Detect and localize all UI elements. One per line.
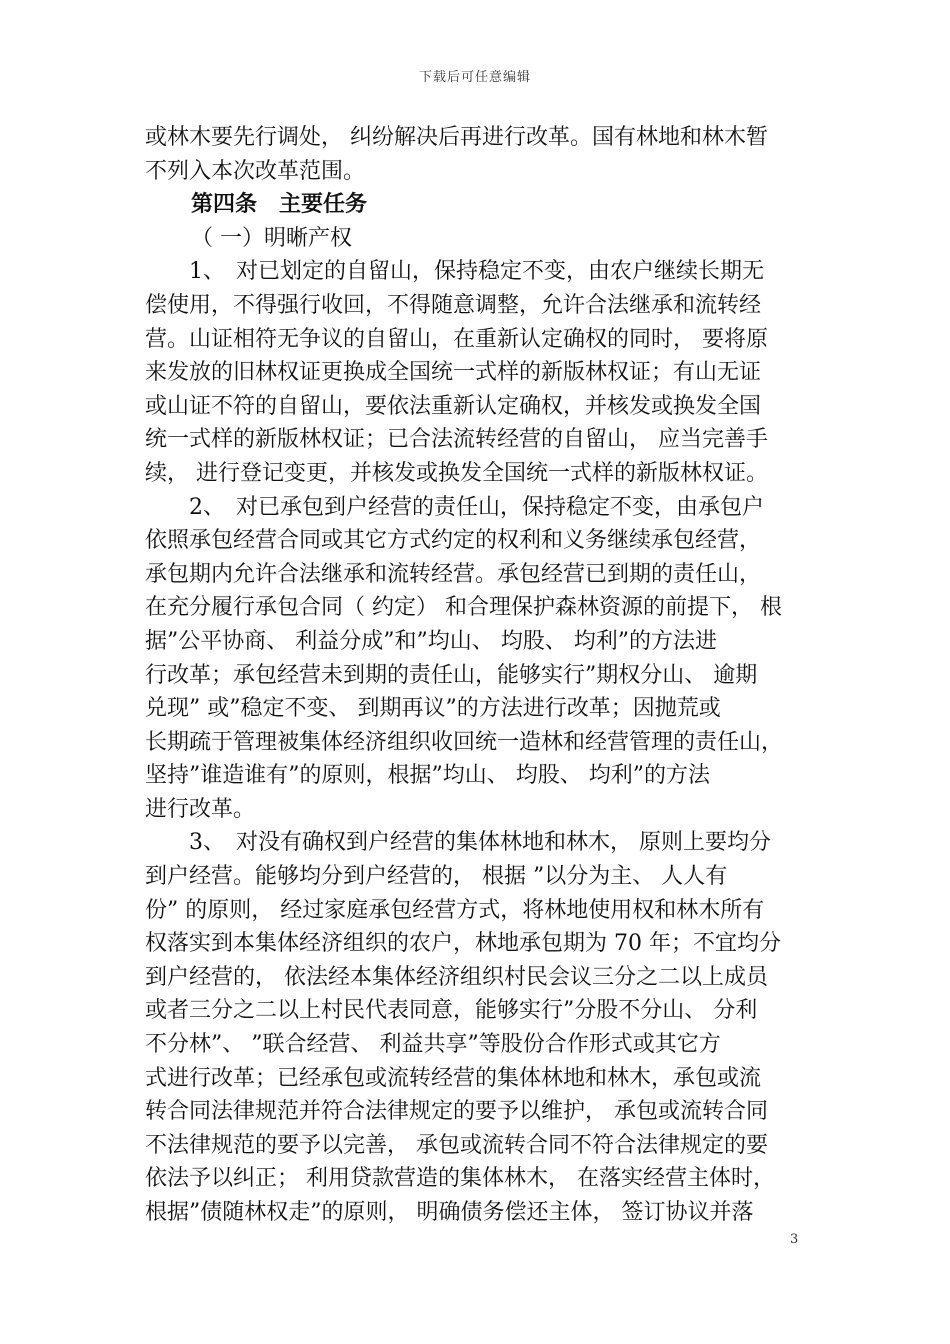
text-line: 3、 对没有确权到户经营的集体林地和林木， 原则上要均分 [189, 830, 771, 856]
text-line: 1、 对已划定的自留山，保持稳定不变，由农户继续长期无 [189, 259, 764, 285]
text-line: 或山证不符的自留山，要依法重新认定确权，并核发或换发全国 [145, 393, 762, 419]
document-body [145, 121, 807, 1230]
text-line: 到户经营的， 依法经本集体经济组织村民会议三分之二以上成员 [145, 964, 768, 990]
text-line: 或者三分之二以上村民代表同意，能够实行”分股不分山、 分利 [145, 998, 758, 1024]
text-line: 2、 对已承包到户经营的责任山，保持稳定不变，由承包户 [189, 494, 764, 520]
text-line: 在充分履行承包合同（ 约定） 和合理保护森林资源的前提下， 根 [145, 595, 782, 621]
text-line: 或林木要先行调处， 纠纷解决后再进行改革。国有林地和林木暂 [145, 125, 768, 150]
text-line: 进行改革。 [145, 796, 256, 822]
text-line: 不法律规范的要予以完善， 承包或流转合同不符合法律规定的要 [145, 1132, 768, 1158]
text-line: 统一式样的新版林权证；已合法流转经营的自留山， 应当完善手 [145, 427, 768, 453]
section-heading: （ 一）明晰产权 [191, 225, 352, 251]
text-line: 不列入本次改革范围。 [145, 158, 366, 184]
text-line: 转合同法律规范并符合法律规定的要予以维护， 承包或流转合同 [145, 1099, 768, 1125]
text-line: 承包期内允许合法继承和流转经营。承包经营已到期的责任山， [145, 561, 762, 587]
text-line: 根据”债随林权走”的原则， 明确债务偿还主体， 签订协议并落 [145, 1200, 754, 1225]
text-line: 到户经营。能够均分到户经营的， 根据 ”以分为主、 人人有 [145, 864, 728, 890]
page-number: 3 [790, 1232, 799, 1247]
text-line: 行改革；承包经营未到期的责任山，能够实行”期权分山、 逾期 [145, 662, 758, 688]
page-header: 下载后可任意编辑 [418, 70, 531, 85]
text-line: 营。山证相符无争议的自留山，在重新认定确权的同时， 要将原 [145, 326, 768, 352]
text-line: 据”公平协商、 利益分成”和”均山、 均股、 均利”的方法进 [145, 628, 717, 654]
text-line: 坚持”谁造谁有”的原则，根据”均山、 均股、 均利”的方法 [145, 763, 710, 789]
article-heading: 第四条 主要任务 [191, 192, 368, 218]
text-line: 依照承包经营合同或其它方式约定的权利和义务继续承包经营， [145, 528, 762, 554]
text-line: 权落实到本集体经济组织的农户，林地承包期为 70 年；不宜均分 [145, 931, 781, 957]
text-line: 续， 进行登记变更，并核发或换发全国统一式样的新版林权证。 [145, 460, 768, 486]
text-line: 不分林”、 ”联合经营、 利益共享”等股份合作形式或其它方 [145, 1032, 721, 1058]
text-line: 式进行改革；已经承包或流转经营的集体林地和林木，承包或流 [145, 1065, 762, 1091]
text-line: 来发放的旧林权证更换成全国统一式样的新版林权证；有山无证 [145, 360, 762, 386]
text-line: 份” 的原则， 经过家庭承包经营方式，将林地使用权和林木所有 [145, 897, 765, 923]
text-line: 长期疏于管理被集体经济组织收回统一造林和经营管理的责任山， [145, 729, 784, 755]
text-line: 兑现” 或”稳定不变、 到期再议”的方法进行改革；因抛荒或 [145, 696, 721, 722]
text-line: 依法予以纠正； 利用贷款营造的集体林木， 在落实经营主体时， [145, 1166, 775, 1192]
text-line: 偿使用，不得强行收回，不得随意调整，允许合法继承和流转经 [145, 292, 762, 318]
